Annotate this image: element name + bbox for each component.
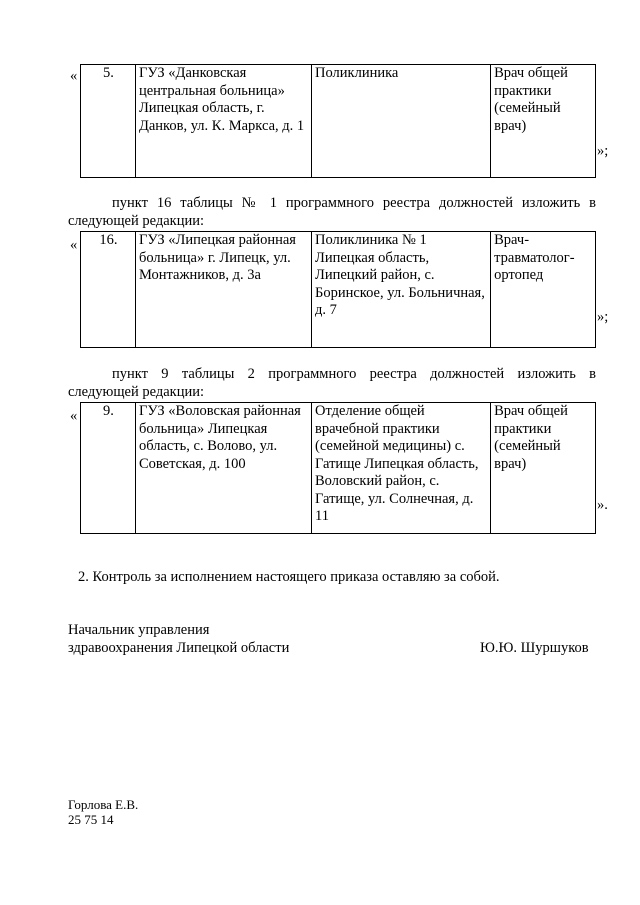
- table-row: [81, 65, 596, 178]
- division-cell: Поликлиника № 1 Липецкая область, Липецкий район, с. Боринское, ул. Больничная, д. 7: [312, 232, 491, 348]
- paragraph-item-16: [68, 195, 596, 230]
- quote-open-1: «: [70, 68, 78, 84]
- control-clause: 2. Контроль за исполнением настоящего приказа оставляю за собой.: [78, 569, 500, 585]
- quote-close-1: »;: [597, 143, 609, 159]
- table-row: [81, 403, 596, 534]
- row-number: 16.: [81, 232, 136, 348]
- quote-close-3: ».: [597, 497, 608, 513]
- quote-open-3: «: [70, 408, 78, 424]
- paragraph-line: пункт 9 таблицы 2 программного реестра должностей изложить в: [112, 366, 596, 382]
- registry-table-entry-16: [80, 231, 596, 348]
- signature-name: Ю.Ю. Шуршуков: [480, 640, 589, 656]
- position-cell: Врач общей практики (семейный врач): [491, 403, 596, 534]
- organization-cell: ГУЗ «Липецкая районная больница» г. Липецк, ул. Монтажников, д. 3а: [135, 232, 311, 348]
- paragraph-line: следующей редакции:: [68, 212, 205, 229]
- executor-phone: 25 75 14: [68, 812, 114, 827]
- paragraph-line: следующей редакции:: [68, 383, 205, 400]
- registry-table-entry-5: [80, 64, 596, 178]
- row-number: 9.: [81, 403, 136, 534]
- organization-cell: ГУЗ «Воловская районная больница» Липецкая область, с. Волово, ул. Советская, д. 100: [135, 403, 311, 534]
- paragraph-item-9: [68, 366, 596, 401]
- signature-title-line1: Начальник управления: [68, 622, 210, 638]
- position-cell: Врач-травматолог-ортопед: [491, 232, 596, 348]
- registry-table-entry-9: [80, 402, 596, 534]
- quote-open-2: «: [70, 237, 78, 253]
- row-number: 5.: [81, 65, 136, 178]
- division-cell: Отделение общей врачебной практики (семейной медицины) с. Гатище Липецкая область, Воловский район, с. Гатище, ул. Солнечная, д. 11: [312, 403, 491, 534]
- paragraph-line: пункт 16 таблицы № 1 программного реестра должностей изложить в: [112, 195, 596, 211]
- division-cell: Поликлиника: [312, 65, 491, 178]
- organization-cell: ГУЗ «Данковская центральная больница» Липецкая область, г. Данков, ул. К. Маркса, д. 1: [135, 65, 311, 178]
- table-row: [81, 232, 596, 348]
- signature-title-line2: здравоохранения Липецкой области: [68, 640, 290, 656]
- quote-close-2: »;: [597, 309, 609, 325]
- executor-name: Горлова Е.В.: [68, 797, 139, 812]
- position-cell: Врач общей практики (семейный врач): [491, 65, 596, 178]
